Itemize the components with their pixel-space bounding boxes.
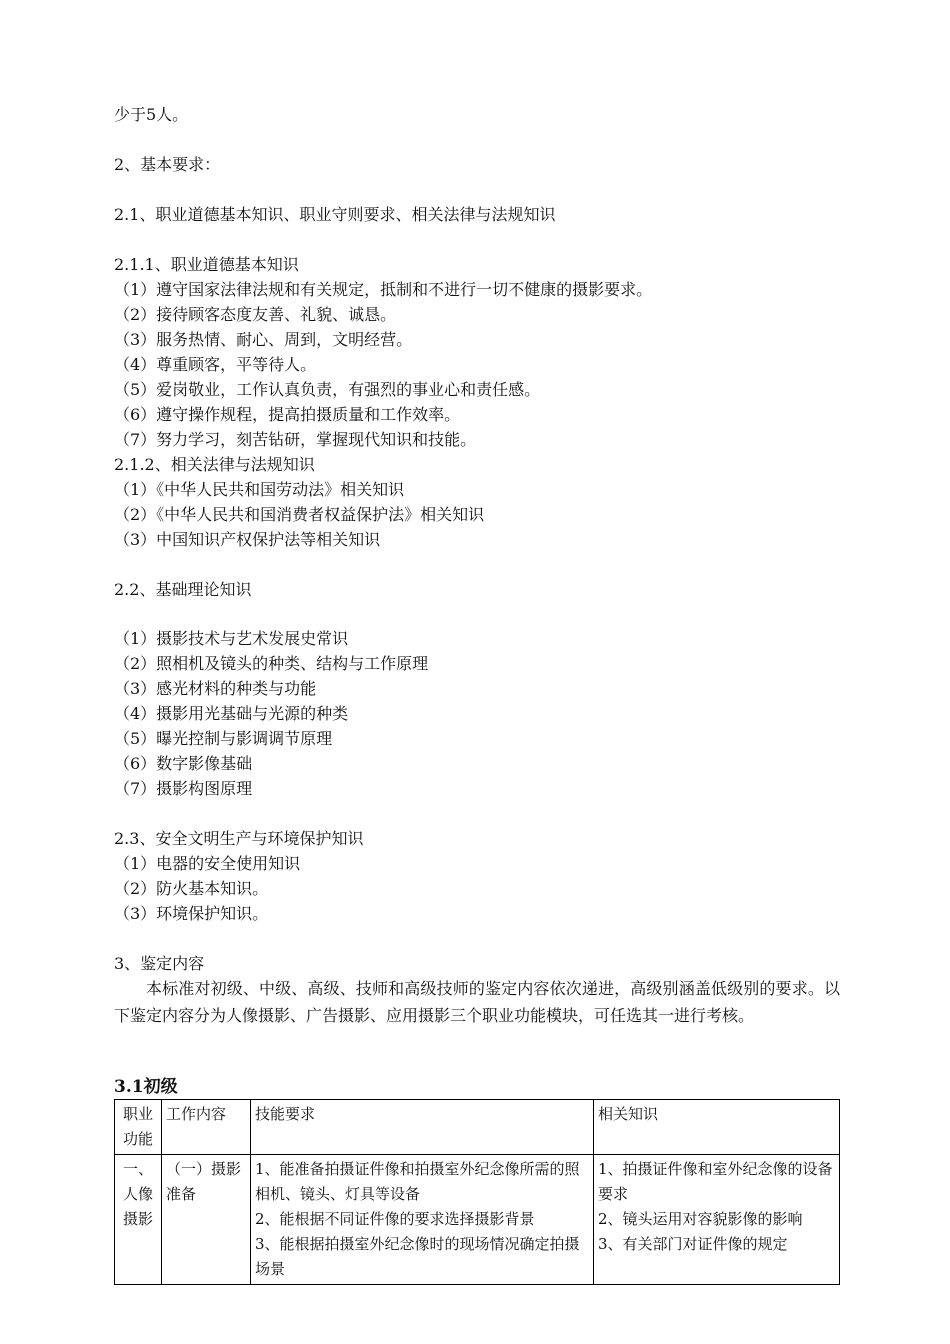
list-item: （4）摄影用光基础与光源的种类	[114, 704, 349, 723]
list-item: （3）感光材料的种类与功能	[114, 679, 317, 698]
list-item: （4）尊重顾客，平等待人。	[114, 355, 317, 374]
list-item: （3）中国知识产权保护法等相关知识	[114, 530, 381, 549]
cell-knowledge	[594, 1155, 840, 1285]
table-header-row	[115, 1100, 840, 1155]
skill-item: 1、能准备拍摄证件像和拍摄室外纪念像所需的照相机、镜头、灯具等设备	[255, 1160, 580, 1203]
list-item: （7）努力学习，刻苦钻研，掌握现代知识和技能。	[114, 430, 477, 449]
section-heading-3-1: 3.1初级	[114, 1077, 178, 1097]
list-item: （5）爱岗敬业，工作认真负责，有强烈的事业心和责任感。	[114, 380, 541, 399]
heading-2-2: 2.2、基础理论知识	[114, 580, 252, 599]
knowledge-item: 3、有关部门对证件像的规定	[598, 1235, 788, 1253]
heading-basic-requirements: 2、基本要求：	[114, 155, 221, 174]
heading-2-1-2: 2.1.2、相关法律与法规知识	[114, 455, 315, 474]
cell-skills	[251, 1155, 594, 1285]
knowledge-item: 1、拍摄证件像和室外纪念像的设备要求	[598, 1160, 833, 1203]
heading-2-1-1: 2.1.1、职业道德基本知识	[114, 255, 299, 274]
heading-2-3: 2.3、安全文明生产与环境保护知识	[114, 829, 364, 848]
list-item: （1）遵守国家法律法规和有关规定，抵制和不进行一切不健康的摄影要求。	[114, 280, 653, 299]
cell-function: 一、人像摄影	[115, 1155, 162, 1285]
text-line: 少于5人。	[114, 105, 189, 124]
list-item: （2）《中华人民共和国消费者权益保护法》相关知识	[114, 505, 485, 524]
header-skills: 技能要求	[251, 1100, 594, 1155]
header-content: 工作内容	[162, 1100, 251, 1155]
skill-item: 3、能根据拍摄室外纪念像时的现场情况确定拍摄场景	[255, 1235, 580, 1278]
skill-item: 2、能根据不同证件像的要求选择摄影背景	[255, 1210, 535, 1228]
list-item: （2）照相机及镜头的种类、结构与工作原理	[114, 654, 429, 673]
cell-content: （一）摄影准备	[162, 1155, 251, 1285]
list-item: （6）遵守操作规程，提高拍摄质量和工作效率。	[114, 405, 461, 424]
list-item: （1）摄影技术与艺术发展史常识	[114, 629, 349, 648]
table-row	[115, 1155, 840, 1285]
list-item: （2）接待顾客态度友善、礼貌、诚恳。	[114, 305, 397, 324]
heading-3: 3、鉴定内容	[114, 954, 205, 973]
body-paragraph: 本标准对初级、中级、高级、技师和高级技师的鉴定内容依次递进，高级别涵盖低级别的要求。以下鉴定内容分为人像摄影、广告摄影、应用摄影三个职业功能模块，可任选其一进行考核。	[114, 979, 840, 1025]
knowledge-item: 2、镜头运用对容貌影像的影响	[598, 1210, 803, 1228]
header-knowledge: 相关知识	[594, 1100, 840, 1155]
heading-2-1: 2.1、职业道德基本知识、职业守则要求、相关法律与法规知识	[114, 205, 556, 224]
list-item: （6）数字影像基础	[114, 754, 253, 773]
header-function: 职业功能	[115, 1100, 162, 1155]
list-item: （2）防火基本知识。	[114, 879, 269, 898]
list-item: （5）曝光控制与影调调节原理	[114, 729, 333, 748]
list-item: （1）《中华人民共和国劳动法》相关知识	[114, 480, 405, 499]
assessment-table	[114, 1099, 840, 1285]
list-item: （1）电器的安全使用知识	[114, 854, 301, 873]
list-item: （3）服务热情、耐心、周到，文明经营。	[114, 330, 413, 349]
list-item: （3）环境保护知识。	[114, 904, 269, 923]
list-item: （7）摄影构图原理	[114, 779, 253, 798]
